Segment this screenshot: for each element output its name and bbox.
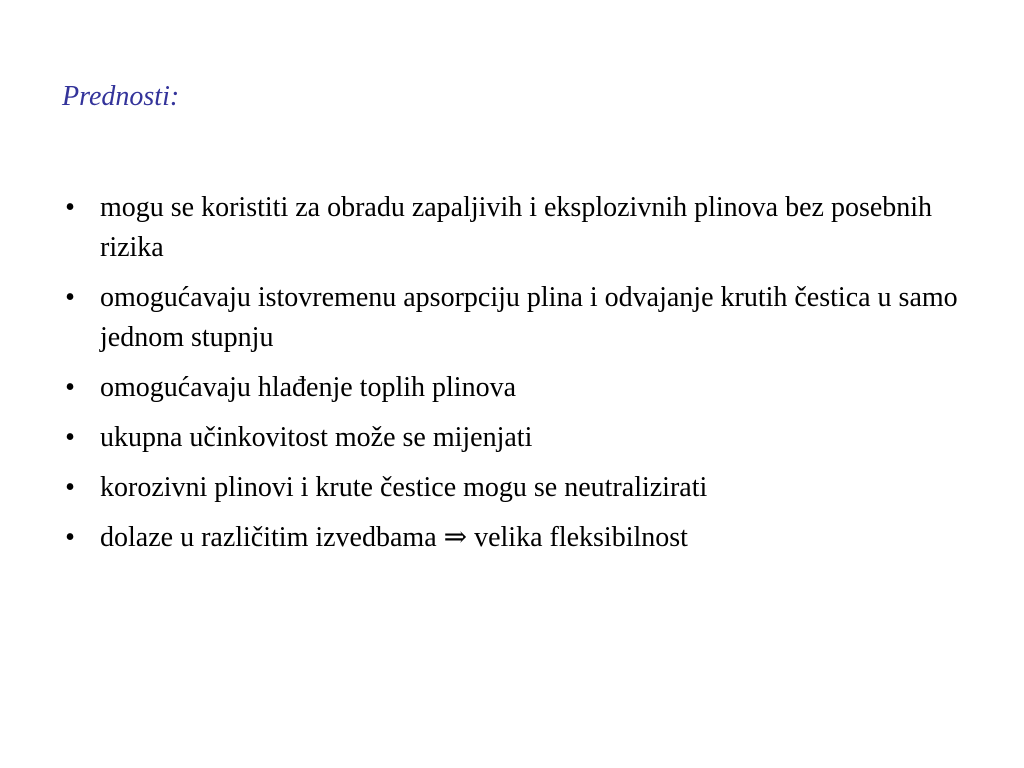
list-item-text: ukupna učinkovitost može se mijenjati [100,422,533,453]
bullet-icon: • [65,422,75,453]
list-item-text: dolaze u različitim izvedbama ⇒ velika fleksibilnost [100,522,688,553]
list-item [60,188,960,268]
list-item-text: omogućavaju hlađenje toplih plinova [100,372,517,403]
slide-heading: Prednosti: [62,81,180,112]
list-item [60,278,960,358]
list-item-text: omogućavaju istovremenu apsorpciju plina i odvajanje krutih čestica u samo jednom stupnju [100,282,958,353]
bullet-icon: • [65,372,75,403]
list-item-text: korozivni plinovi i krute čestice mogu se neutralizirati [100,472,708,503]
list-item [60,468,960,508]
bullet-icon: • [65,282,75,313]
bullet-icon: • [65,192,75,223]
bullet-icon: • [65,472,75,503]
list-item [60,368,960,408]
list-item [60,518,960,558]
bullet-list [60,188,960,568]
bullet-icon: • [65,522,75,553]
list-item [60,418,960,458]
list-item-text: mogu se koristiti za obradu zapaljivih i eksplozivnih plinova bez posebnih rizika [100,192,933,263]
